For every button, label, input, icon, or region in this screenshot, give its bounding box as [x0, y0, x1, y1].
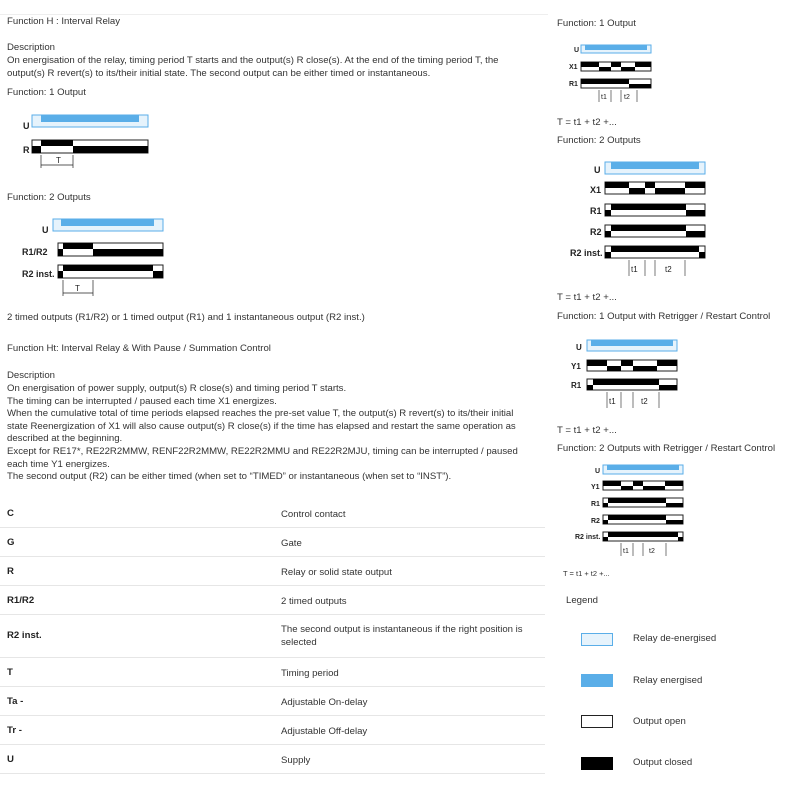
ht-description-line: The second output (R2) can be either timed (when set to “TIMED” or instantaneous (when set to “INST”).: [7, 471, 452, 483]
label-u: U: [23, 121, 30, 131]
r-closed-segment: [58, 271, 63, 278]
definition-text: Adjustable On-delay: [281, 697, 368, 708]
definition-term: T: [7, 667, 13, 678]
x1-closed-segment: [599, 67, 611, 71]
r-closed-segment: [603, 503, 608, 507]
r-closed-segment: [686, 231, 705, 237]
definition-term: R2 inst.: [7, 630, 42, 641]
r-closed-segment: [581, 79, 629, 84]
y1-closed-segment: [633, 366, 657, 371]
legend-title: Legend: [566, 595, 599, 606]
definition-text: Control contact: [281, 509, 346, 520]
label-y1: Y1: [591, 484, 600, 491]
label-r1: R1: [571, 381, 582, 390]
label-t2: t2: [649, 548, 655, 555]
y1-closed-segment: [643, 486, 665, 490]
y1-closed-segment: [665, 481, 683, 486]
x1-closed-segment: [645, 182, 655, 188]
ht-description-line: state Reenergization of X1 will also cause output(s) R close(s) if the time has elapsed and restart the same operation as: [7, 420, 516, 432]
label-r2-inst: R2 inst.: [22, 269, 55, 279]
r-closed-segment: [629, 84, 651, 88]
ht-1-output-formula: T = t1 + t2 +...: [557, 117, 617, 128]
label-x1: X1: [590, 185, 602, 195]
function-h-title: Function H : Interval Relay: [7, 16, 121, 27]
x1-closed-segment: [621, 67, 635, 71]
legend-label: Output open: [633, 716, 686, 727]
label-t2: t2: [624, 94, 630, 101]
ht-description-text: [7, 383, 518, 484]
ht-2-outputs-formula: T = t1 + t2 +...: [557, 292, 617, 303]
timing-diagram-ht-1-output-retrigger: [567, 336, 682, 414]
definition-text: Timing period: [281, 668, 339, 679]
r-closed-segment: [605, 231, 611, 237]
definition-term: Tr -: [7, 725, 22, 736]
label-t1: t1: [623, 548, 629, 555]
label-u: U: [574, 47, 580, 54]
ht-2-outputs-retrigger-label: Function: 2 Outputs with Retrigger / Restart Control: [557, 443, 776, 454]
label-u: U: [594, 165, 601, 175]
function-ht-title: Function Ht: Interval Relay & With Pause / Summation Control: [7, 343, 271, 354]
label-t1: t1: [631, 265, 638, 274]
definition-row: [0, 586, 545, 615]
legend-label: Relay de-energised: [633, 633, 717, 644]
timing-diagram-h-2-outputs: [20, 214, 170, 300]
timing-diagram-ht-1-output: [567, 42, 657, 104]
r-closed-segment: [659, 385, 677, 390]
r-closed-segment: [32, 146, 41, 153]
label-r2-inst: R2 inst.: [570, 248, 603, 258]
u-energised-bar: [41, 115, 139, 122]
r-closed-segment: [611, 225, 686, 231]
definition-row: [0, 528, 545, 557]
r-closed-segment: [153, 271, 163, 278]
definition-text: Supply: [281, 755, 311, 766]
r-closed-segment: [603, 537, 608, 541]
ht-1-output-retrigger-label: Function: 1 Output with Retrigger / Restart Control: [557, 311, 771, 322]
description-text: [7, 55, 499, 80]
r-closed-segment: [605, 252, 611, 258]
legend-swatch-output-closed: [581, 757, 613, 770]
ht-description-line: When the cumulative total of time periods elapsed reaches the pre-set value T, the output(s) R revert(s) to its/their initial: [7, 408, 514, 420]
definition-text: Adjustable Off-delay: [281, 726, 368, 737]
definition-term: G: [7, 537, 15, 548]
description-line: output(s) R revert(s) to its/their initial state. The second output can be either timed or instantaneous.: [7, 67, 431, 79]
r-closed-segment: [608, 515, 666, 520]
ht-description-line: each time Y1 energizes.: [7, 458, 110, 470]
x1-closed-segment: [655, 188, 685, 194]
timing-diagram-ht-2-outputs: [567, 158, 712, 280]
r-closed-segment: [686, 210, 705, 216]
definition-term: R1/R2: [7, 595, 35, 606]
r-closed-segment: [611, 246, 699, 252]
x1-closed-segment: [685, 182, 705, 188]
y1-closed-segment: [633, 481, 643, 486]
function-1-output-label: Function: 1 Output: [7, 87, 86, 98]
ht-2-outputs-label: Function: 2 Outputs: [557, 135, 641, 146]
u-energised-bar: [61, 219, 154, 226]
definition-row: [0, 687, 545, 716]
definition-row: [0, 500, 545, 528]
r-closed-segment: [593, 379, 659, 385]
legend-swatch-relay-energised: [581, 674, 613, 687]
y1-closed-segment: [587, 360, 607, 366]
ht-2-outputs-retrigger-formula: T = t1 + t2 +...: [563, 569, 610, 578]
u-energised-bar: [585, 45, 647, 50]
label-t1: t1: [601, 94, 607, 101]
definition-row: [0, 716, 545, 745]
r-closed-segment: [605, 210, 611, 216]
definitions-table: [0, 500, 545, 774]
definition-text: Relay or solid state output: [281, 567, 392, 578]
y1-closed-segment: [607, 366, 621, 371]
y1-closed-segment: [621, 486, 633, 490]
label-r2-inst: R2 inst.: [575, 534, 601, 541]
y1-closed-segment: [657, 360, 677, 366]
label-u: U: [595, 468, 601, 475]
definition-row: [0, 745, 545, 774]
definition-term: R: [7, 566, 14, 577]
label-r: R: [23, 145, 30, 155]
label-t2: t2: [641, 397, 648, 406]
r-closed-segment: [603, 520, 608, 524]
label-r2: R2: [591, 518, 600, 525]
legend-label: Output closed: [633, 757, 693, 768]
label-r1: R1: [569, 81, 578, 88]
legend-label: Relay energised: [633, 675, 703, 686]
r-closed-segment: [608, 532, 678, 537]
timing-diagram-h-1-output: [20, 110, 160, 172]
u-energised-bar: [607, 465, 679, 470]
definition-text: The second output is instantaneous if the right position is selected: [281, 624, 523, 648]
label-u: U: [42, 225, 49, 235]
r-closed-segment: [666, 520, 683, 524]
r-closed-segment: [73, 146, 148, 153]
label-r1-r2: R1/R2: [22, 247, 48, 257]
u-energised-bar: [611, 162, 699, 169]
r-closed-segment: [41, 140, 73, 146]
label-r2: R2: [590, 227, 602, 237]
description-line: On energisation of the relay, timing period T starts and the output(s) R close(s). At the end of the timing period T, the: [7, 55, 499, 66]
label-u: U: [576, 343, 582, 352]
definition-text: Gate: [281, 538, 302, 549]
definition-row: [0, 557, 545, 586]
y1-closed-segment: [621, 360, 633, 366]
r-closed-segment: [611, 204, 686, 210]
ht-description-line: Except for RE17*, RE22R2MMW, RENF22R2MMW, RE22R2MMU and RE22R2MJU, timing can be interrupted / paused: [7, 445, 518, 457]
r-closed-segment: [699, 252, 705, 258]
x1-closed-segment: [629, 188, 645, 194]
y1-closed-segment: [603, 481, 621, 486]
definition-term: C: [7, 508, 14, 519]
label-r1: R1: [591, 501, 600, 508]
definition-row: [0, 615, 545, 658]
definition-text: 2 timed outputs: [281, 596, 347, 607]
label-t: T: [56, 156, 61, 165]
r-closed-segment: [666, 503, 683, 507]
definition-term: Ta -: [7, 696, 24, 707]
r-closed-segment: [63, 265, 153, 271]
ht-description-line: On energisation of power supply, output(s) R close(s) and timing period T starts.: [7, 383, 347, 394]
r-closed-segment: [608, 498, 666, 503]
x1-closed-segment: [581, 62, 599, 67]
legend-swatch-relay-de-energised: [581, 633, 613, 646]
timing-diagram-ht-2-outputs-retrigger: [567, 462, 687, 558]
label-x1: X1: [569, 64, 578, 71]
ht-1-output-label: Function: 1 Output: [557, 18, 636, 29]
r-closed-segment: [58, 249, 63, 256]
ht-description-heading: Description: [7, 370, 55, 381]
definition-term: U: [7, 754, 14, 765]
label-t: T: [75, 284, 80, 293]
label-t1: t1: [609, 397, 616, 406]
x1-closed-segment: [635, 62, 651, 67]
function-2-outputs-label: Function: 2 Outputs: [7, 192, 91, 203]
r-closed-segment: [587, 385, 593, 390]
label-y1: Y1: [571, 362, 581, 371]
r-closed-segment: [63, 243, 93, 249]
description-heading: Description: [7, 42, 55, 53]
label-r1: R1: [590, 206, 602, 216]
top-divider: [0, 14, 548, 15]
ht-1-output-retrigger-formula: T = t1 + t2 +...: [557, 425, 617, 436]
ht-description-line: described at the beginning.: [7, 433, 123, 445]
x1-closed-segment: [611, 62, 621, 67]
definition-row: [0, 658, 545, 687]
ht-description-line: The timing can be interrupted / paused each time X1 energizes.: [7, 395, 277, 407]
two-outputs-note: 2 timed outputs (R1/R2) or 1 timed output (R1) and 1 instantaneous output (R2 inst.): [7, 312, 365, 323]
label-t2: t2: [665, 265, 672, 274]
u-energised-bar: [591, 340, 673, 346]
r-closed-segment: [678, 537, 683, 541]
r-closed-segment: [93, 249, 163, 256]
legend-swatch-output-open: [581, 715, 613, 728]
x1-closed-segment: [605, 182, 629, 188]
